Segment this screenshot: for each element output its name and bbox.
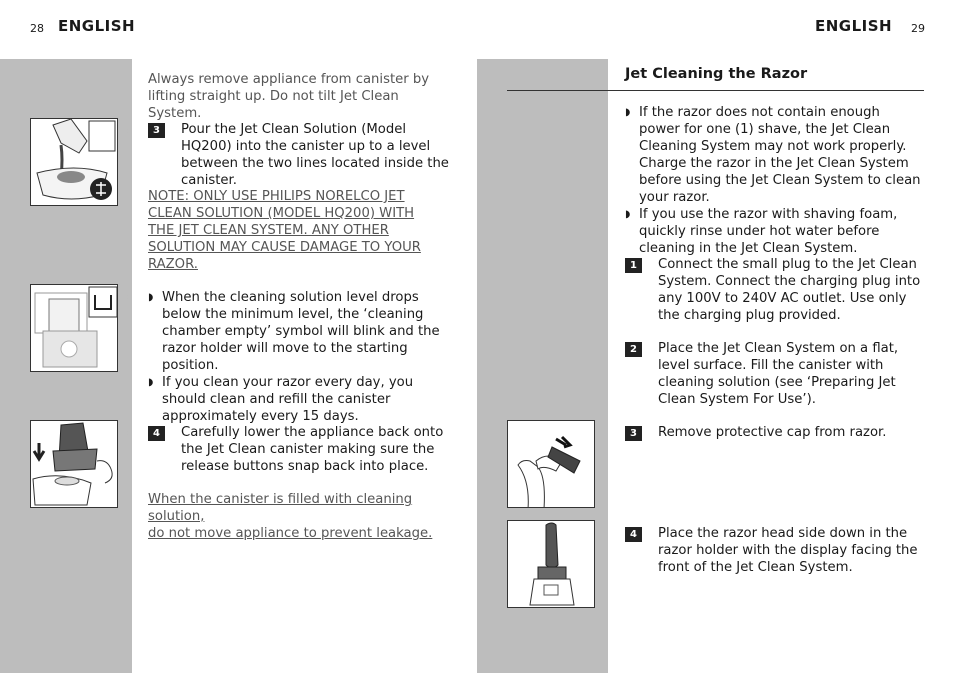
figure-pour-solution <box>30 118 118 206</box>
step-4-text: Carefully lower the appliance back onto the Jet Clean canister making sure the release buttons snap back into place. <box>181 425 444 474</box>
pointer-notch <box>597 526 607 540</box>
left-intro: Always remove appliance from canister by lifting straight up. Do not tilt Jet Clean System. <box>148 72 430 121</box>
note-line: THE JET CLEAN SYSTEM. ANY OTHER <box>148 223 389 238</box>
section-title: Jet Cleaning the Razor <box>625 66 808 82</box>
note-line: NOTE: ONLY USE PHILIPS NORELCO JET <box>148 189 405 204</box>
figure-remove-cap <box>507 420 595 508</box>
right-page-number: 29 <box>911 22 925 35</box>
pointer-notch <box>120 124 130 138</box>
bullet-item: ◗ If you clean your razor every day, you should clean and refill the canister approximately every 15 days. <box>148 374 452 425</box>
warning-line: When the canister is filled with cleaning solution, <box>148 492 413 524</box>
figure-cleaning-empty <box>30 284 118 372</box>
bullet-item: ◗ If you use the razor with shaving foam, quickly rinse under hot water before cleaning in the Jet Clean System. <box>625 206 923 257</box>
warning-line: do not move appliance to prevent leakage. <box>148 526 433 541</box>
pointer-notch <box>597 426 607 440</box>
pointer-notch <box>120 290 130 304</box>
step-4-right-text: Place the razor head side down in the razor holder with the display facing the front of the Jet Clean System. <box>658 526 918 575</box>
note-line: RAZOR. <box>148 257 198 272</box>
step-3-text: Pour the Jet Clean Solution (Model HQ200) into the canister up to a level between the two lines located inside the canister. <box>181 122 449 188</box>
title-rule <box>507 90 924 91</box>
pointer-notch <box>120 426 130 440</box>
step-badge-1: 1 <box>625 258 642 273</box>
figure-lower-appliance <box>30 420 118 508</box>
right-header: ENGLISH <box>815 17 893 35</box>
note-warning <box>148 188 448 273</box>
note-line: CLEAN SOLUTION (MODEL HQ200) WITH <box>148 206 415 221</box>
step-3-right-text: Remove protective cap from razor. <box>658 425 887 440</box>
step-1-text: Connect the small plug to the Jet Clean System. Connect the charging plug into any 100V to 240V AC outlet. Use only the charging plug provided. <box>658 257 921 323</box>
left-header: ENGLISH <box>58 17 136 35</box>
step-badge-2: 2 <box>625 342 642 357</box>
bullet-item: ◗ When the cleaning solution level drops below the minimum level, the ‘cleaning chamber empty’ symbol will blink and the razor holder will move to the starting position. <box>148 289 452 374</box>
leakage-warning <box>148 491 458 542</box>
step-badge-3-right: 3 <box>625 426 642 441</box>
left-bullet-list <box>148 289 452 425</box>
step-2-text: Place the Jet Clean System on a flat, level surface. Fill the canister with cleaning solution (see ‘Preparing Jet Clean System For Use’). <box>658 341 899 407</box>
bullet-item: ◗ If the razor does not contain enough power for one (1) shave, the Jet Clean Cleaning System may not work properly. Charge the razor in the Jet Clean System before using the Jet Clean System to clean your razor. <box>625 104 923 206</box>
note-line: SOLUTION MAY CAUSE DAMAGE TO YOUR <box>148 240 421 255</box>
figure-razor-in-holder <box>507 520 595 608</box>
left-page-number: 28 <box>30 22 44 35</box>
right-bullet-list <box>625 104 923 257</box>
step-badge-4: 4 <box>148 426 165 441</box>
step-badge-3: 3 <box>148 123 165 138</box>
step-badge-4-right: 4 <box>625 527 642 542</box>
